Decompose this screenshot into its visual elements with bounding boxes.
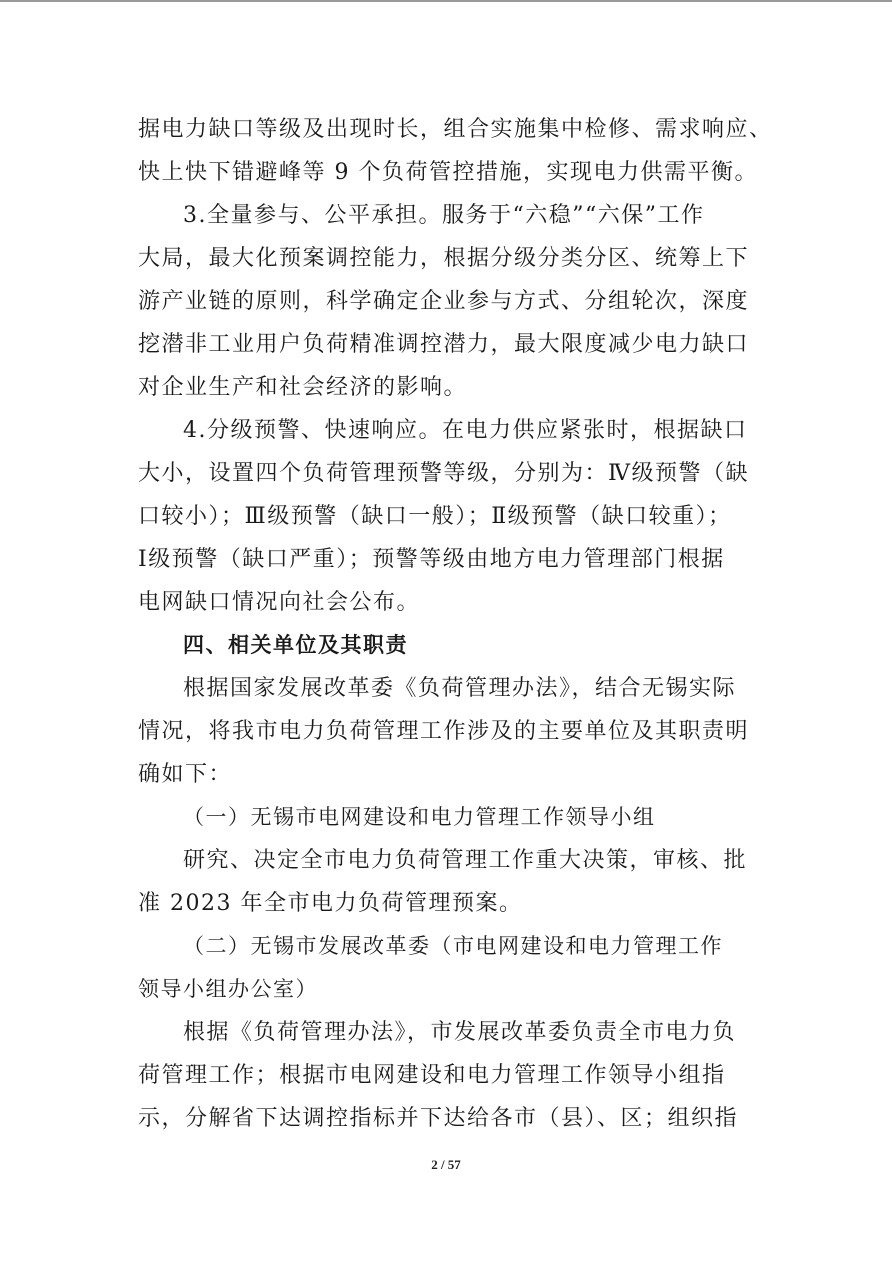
body-line: 根据《负荷管理办法》，市发展改革委负责全市电力负 (183, 1020, 737, 1045)
document-page (138, 108, 773, 1140)
page-top-border (0, 0, 892, 2)
body-line: 大小，设置四个负荷管理预警等级，分别为：Ⅳ级预警（缺 (138, 461, 749, 486)
body-line: 据电力缺口等级及出现时长，组合实施集中检修、需求响应、 (138, 117, 773, 142)
body-line: 荷管理工作；根据市电网建设和电力管理工作领导小组指 (138, 1063, 726, 1088)
body-line: 根据国家发展改革委《负荷管理办法》，结合无锡实际 (183, 676, 737, 701)
body-line: 研究、决定全市电力负荷管理工作重大决策，审核、批 (183, 848, 748, 873)
body-line: Ⅰ级预警（缺口严重）；预警等级由地方电力管理部门根据 (138, 547, 725, 572)
body-line: 快上快下错避峰等 9 个负荷管控措施，实现电力供需平衡。 (138, 160, 758, 185)
section-heading: 四、相关单位及其职责 (183, 633, 408, 657)
body-line: 准 2023 年全市电力负荷管理预案。 (138, 891, 523, 916)
body-line: 确如下： (138, 762, 233, 787)
body-line: 挖潜非工业用户负荷精准调控潜力，最大限度减少电力缺口 (138, 332, 750, 357)
body-line: 电网缺口情况向社会公布。 (138, 590, 421, 615)
body-line: 情况，将我市电力负荷管理工作涉及的主要单位及其职责明 (138, 719, 750, 744)
body-line: 示，分解省下达调控指标并下达给各市（县）、区；组织指 (138, 1106, 739, 1131)
body-line: 3.全量参与、公平承担。服务于“六稳”“六保”工作 (183, 203, 705, 228)
body-line: 口较小）；Ⅲ级预警（缺口一般）；Ⅱ级预警（缺口较重）； (138, 504, 732, 529)
subsection-heading: （二）无锡市发展改革委（市电网建设和电力管理工作 (183, 934, 723, 958)
body-line: 4.分级预警、快速响应。在电力供应紧张时，根据缺口 (183, 418, 748, 443)
subsection-heading: （一）无锡市电网建设和电力管理工作领导小组 (183, 805, 656, 829)
body-line: 对企业生产和社会经济的影响。 (138, 375, 468, 400)
body-line: 游产业链的原则，科学确定企业参与方式、分组轮次，深度 (138, 289, 750, 314)
body-line: 大局，最大化预案调控能力，根据分级分类分区、统筹上下 (138, 246, 750, 271)
page-number: 2 / 57 (431, 1157, 461, 1172)
subsection-heading-continued: 领导小组办公室） (138, 977, 318, 1001)
